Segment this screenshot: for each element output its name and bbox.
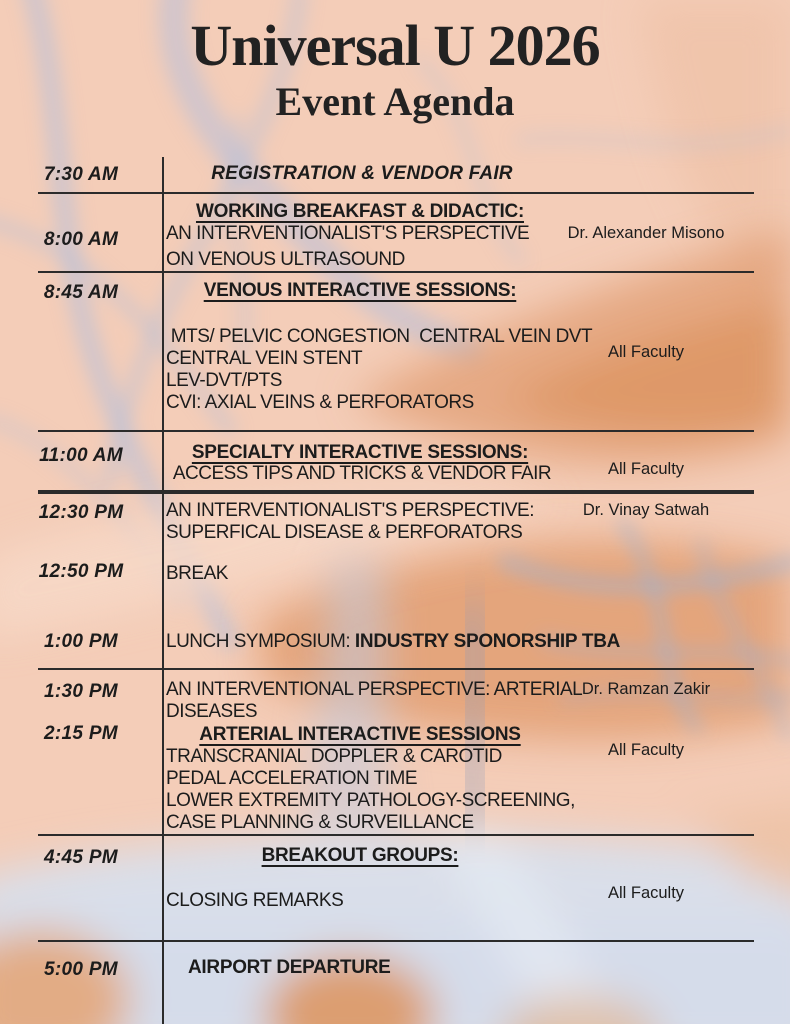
session-line: CLOSING REMARKS bbox=[166, 890, 344, 911]
time-label: 2:15 PM bbox=[44, 723, 118, 744]
session-header: BREAKOUT GROUPS: bbox=[261, 845, 459, 866]
faculty-label: All Faculty bbox=[607, 741, 685, 759]
session-line: PEDAL ACCELERATION TIME bbox=[166, 768, 418, 789]
time-label: 1:30 PM bbox=[44, 681, 118, 702]
session-lines bbox=[166, 221, 558, 273]
event-subtitle: Event Agenda bbox=[275, 79, 515, 124]
faculty-label: All Faculty bbox=[607, 343, 685, 361]
row-divider bbox=[38, 192, 754, 194]
section-divider-thick bbox=[38, 490, 754, 494]
faculty-label: Dr. Alexander Misono bbox=[567, 224, 725, 242]
session-line: BREAK bbox=[166, 563, 228, 584]
session-line: AN INTERVENTIONALIST'S PERSPECTIVE bbox=[166, 223, 530, 244]
session-line: AN INTERVENTIONALIST'S PERSPECTIVE: bbox=[166, 500, 534, 521]
session-lines bbox=[166, 500, 558, 544]
time-label: 8:45 AM bbox=[43, 282, 119, 303]
time-label: 12:30 PM bbox=[38, 502, 124, 523]
time-label: 8:00 AM bbox=[43, 229, 119, 250]
row-divider bbox=[38, 430, 754, 432]
session-lines bbox=[166, 563, 558, 585]
session-lines bbox=[166, 746, 575, 834]
session-lines bbox=[166, 679, 583, 723]
time-label: 12:50 PM bbox=[38, 561, 124, 582]
time-label: 11:00 AM bbox=[39, 445, 123, 466]
session-line: ACCESS TIPS AND TRICKS & VENDOR FAIR bbox=[172, 463, 552, 484]
session-line: TRANSCRANIAL DOPPLER & CAROTID bbox=[166, 746, 502, 767]
time-label: 4:45 PM bbox=[44, 847, 118, 868]
session-title: REGISTRATION & VENDOR FAIR bbox=[211, 163, 513, 184]
session-line: AIRPORT DEPARTURE bbox=[188, 957, 391, 978]
event-title: Universal U 2026 bbox=[190, 13, 600, 78]
session-line: ON VENOUS ULTRASOUND bbox=[166, 249, 405, 270]
session-line: MTS/ PELVIC CONGESTION CENTRAL VEIN DVT bbox=[166, 326, 593, 347]
row-divider bbox=[38, 834, 754, 836]
session-header: SPECIALTY INTERACTIVE SESSIONS: bbox=[191, 442, 529, 463]
faculty-label: All Faculty bbox=[607, 460, 685, 478]
faculty-label: All Faculty bbox=[607, 884, 685, 902]
session-header: ARTERIAL INTERACTIVE SESSIONS bbox=[199, 724, 521, 745]
session-line: CENTRAL VEIN STENT bbox=[166, 348, 363, 369]
row-divider bbox=[38, 668, 754, 670]
session-lines bbox=[188, 957, 580, 979]
column-divider bbox=[162, 157, 164, 1024]
row-divider bbox=[38, 940, 754, 942]
faculty-label: Dr. Ramzan Zakir bbox=[581, 680, 711, 698]
time-label: 5:00 PM bbox=[44, 959, 118, 980]
session-lines bbox=[166, 326, 593, 414]
session-line: CASE PLANNING & SURVEILLANCE bbox=[166, 812, 474, 833]
time-label: 1:00 PM bbox=[44, 631, 118, 652]
session-line: CVI: AXIAL VEINS & PERFORATORS bbox=[166, 392, 474, 413]
time-label: 7:30 AM bbox=[43, 164, 119, 185]
session-line bbox=[166, 631, 621, 653]
lunch-sponsor: INDUSTRY SPONORSHIP TBA bbox=[354, 631, 621, 652]
session-line: LEV-DVT/PTS bbox=[166, 370, 282, 391]
session-header: WORKING BREAKFAST & DIDACTIC: bbox=[195, 201, 524, 222]
session-header: VENOUS INTERACTIVE SESSIONS: bbox=[203, 280, 517, 301]
faculty-label: Dr. Vinay Satwah bbox=[582, 501, 710, 519]
session-line: AN INTERVENTIONAL PERSPECTIVE: ARTERIAL bbox=[166, 679, 583, 700]
session-line: SUPERFICAL DISEASE & PERFORATORS bbox=[166, 522, 523, 543]
session-lines bbox=[166, 463, 558, 485]
session-lines bbox=[166, 631, 621, 653]
session-line: DISEASES bbox=[166, 701, 258, 722]
session-lines bbox=[166, 890, 558, 912]
session-line: LOWER EXTREMITY PATHOLOGY-SCREENING, bbox=[166, 790, 575, 811]
lunch-prefix: LUNCH SYMPOSIUM: bbox=[166, 631, 355, 652]
